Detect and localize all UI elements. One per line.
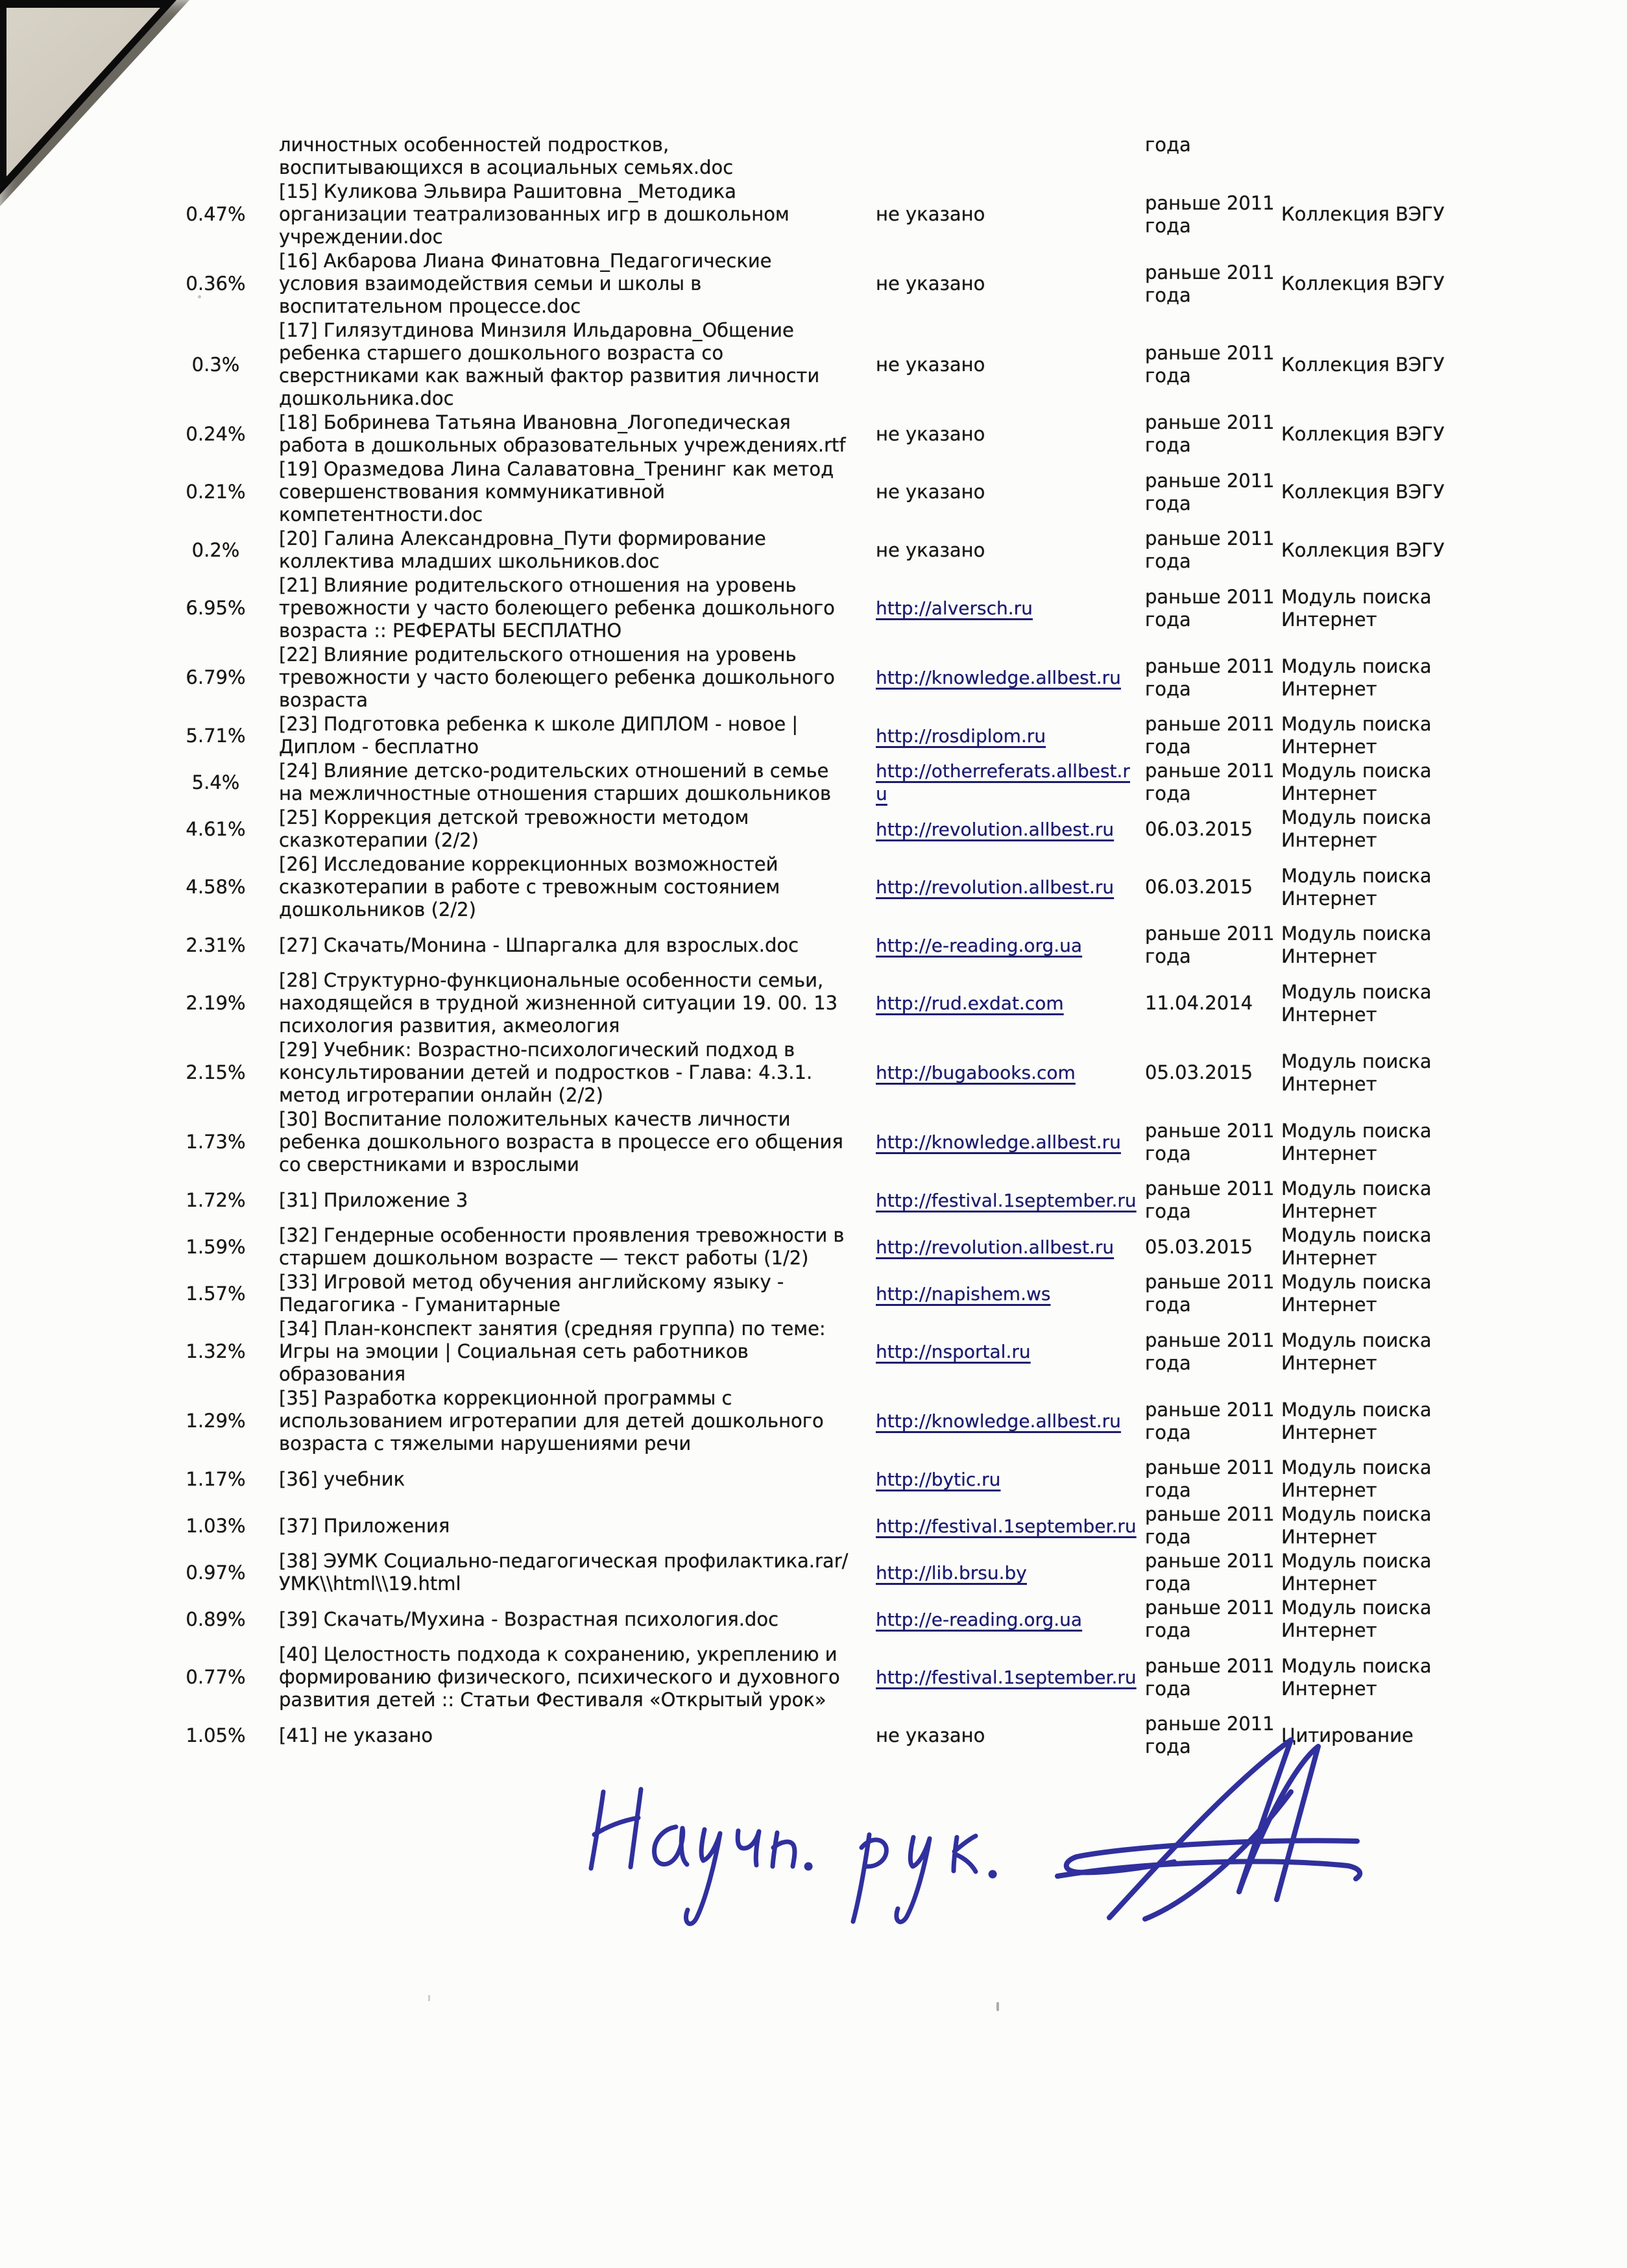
table-row [182,180,1499,248]
match-percent: 5.71% [186,724,246,747]
source-description: [18] Бобринева Татьяна Ивановна_Логопедическая работа в дошкольных образовательных учреждениях.rtf [279,411,846,456]
match-percent: 0.21% [186,481,246,503]
source-date: раньше 2011 года [1145,527,1275,572]
match-percent: 0.36% [186,272,246,295]
source-link[interactable]: http://rosdiplom.ru [876,725,1046,747]
source-link: не указано [876,203,985,225]
match-percent: 1.57% [186,1282,246,1305]
source-date: раньше 2011 года [1145,1550,1275,1595]
source-description: [17] Гилязутдинова Минзиля Ильдаровна_Общение ребенка старшего дошкольного возраста со сверстниками как важный фактор развития личности дошкольника.doc [279,319,820,409]
source-date: раньше 2011 года [1145,585,1275,631]
handwritten-signature [538,1713,1395,1940]
source-type: Модуль поиска Интернет [1281,1224,1432,1269]
table-row [182,319,1499,410]
match-percent: 4.61% [186,817,246,840]
table-row [182,574,1499,642]
source-link[interactable]: http://bugabooks.com [876,1062,1076,1083]
source-link[interactable]: http://knowledge.allbest.ru [876,1131,1121,1153]
source-description: личностных особенностей подростков, воспитывающихся в асоциальных семьях.doc [279,134,734,178]
source-description: [38] ЭУМК Социально-педагогическая профилактика.rar/УМК\\html\\19.html [279,1550,849,1595]
source-type: Модуль поиска Интернет [1281,1503,1432,1548]
match-percent: 1.73% [186,1131,246,1153]
table-row [182,1387,1499,1455]
table-row [182,411,1499,457]
source-date: раньше 2011 года [1145,261,1275,306]
source-date: 05.03.2015 [1145,1235,1253,1258]
source-type: Модуль поиска Интернет [1281,1271,1432,1316]
signature-flourish [1057,1740,1360,1919]
source-date: раньше 2011 года [1145,411,1275,456]
source-description: [24] Влияние детско-родительских отношений в семье на межличностные отношения старших дошкольников [279,760,832,804]
source-date: раньше 2011 года [1145,1654,1275,1700]
match-percent: 1.17% [186,1467,246,1490]
source-link[interactable]: http://e-reading.org.ua [876,934,1083,956]
source-date: раньше 2011 года [1145,342,1275,387]
source-type: Коллекция ВЭГУ [1281,353,1445,376]
source-description: [37] Приложения [279,1514,450,1537]
source-description: [35] Разработка коррекционной программы с использованием игротерапии для детей дошкольного возраста с тяжелыми нарушениями речи [279,1387,824,1454]
table-row [182,713,1499,758]
source-date: раньше 2011 года [1145,1398,1275,1443]
source-link: не указано [876,1724,985,1746]
table-row [182,969,1499,1037]
source-type: Модуль поиска Интернет [1281,923,1432,967]
source-link[interactable]: http://alversch.ru [876,597,1033,619]
table-row [182,1224,1499,1270]
source-date: раньше 2011 года [1145,1119,1275,1164]
source-date: раньше 2011 года [1145,191,1275,237]
match-percent: 1.03% [186,1514,246,1537]
source-type: Модуль поиска Интернет [1281,980,1432,1026]
source-type: Коллекция ВЭГУ [1281,203,1445,225]
table-row [182,527,1499,573]
source-description: [16] Акбарова Лиана Финатовна_Педагогические условия взаимодействия семьи и школы в воспитательном процессе.doc [279,250,772,317]
table-row [182,1271,1499,1316]
source-link[interactable]: http://festival.1september.ru [876,1667,1137,1688]
match-percent: 0.24% [186,422,246,445]
source-description: [33] Игровой метод обучения английскому языку - Педагогика - Гуманитарные [279,1271,784,1316]
source-description: [20] Галина Александровна_Пути формирование коллектива младших школьников.doc [279,527,766,572]
source-description: [26] Исследование коррекционных возможностей сказкотерапии в работе с тревожным состоянием дошкольников (2/2) [279,853,780,921]
source-description: [23] Подготовка ребенка к школе ДИПЛОМ - новое | Диплом - бесплатно [279,713,799,758]
source-type: Модуль поиска Интернет [1281,760,1432,804]
match-percent: 0.3% [191,353,240,376]
source-type: Модуль поиска Интернет [1281,585,1432,631]
source-link[interactable]: http://napishem.ws [876,1283,1051,1305]
source-description: [36] учебник [279,1467,405,1490]
match-percent: 2.19% [186,992,246,1014]
table-row [182,1503,1499,1549]
source-description: [22] Влияние родительского отношения на уровень тревожности у часто болеющего ребенка дошкольного возраста [279,644,835,711]
scan-noise-speck [428,1995,430,2001]
source-link: не указано [876,422,985,445]
table-row [182,1597,1499,1642]
source-link[interactable]: http://otherreferats.allbest.ru [876,760,1130,804]
source-description: [19] Оразмедова Лина Салаватовна_Тренинг как метод совершенствования коммуникативной компетентности.doc [279,458,834,525]
table-row [182,1643,1499,1711]
handwritten-word-ruk [853,1835,994,1922]
source-description: [28] Структурно-функциональные особенности семьи, находящейся в трудной жизненной ситуации 19. 00. 13 психология развития, акмеология [279,969,838,1037]
source-type: Модуль поиска Интернет [1281,655,1432,700]
source-date: 06.03.2015 [1145,876,1253,898]
source-date: раньше 2011 года [1145,1713,1275,1757]
source-date: раньше 2011 года [1145,1271,1275,1316]
match-percent: 0.2% [191,538,240,561]
source-date: 11.04.2014 [1145,992,1253,1014]
source-type: Модуль поиска Интернет [1281,1597,1432,1641]
source-date: 06.03.2015 [1145,817,1253,840]
source-type: Модуль поиска Интернет [1281,1456,1432,1501]
match-percent: 1.05% [186,1724,246,1746]
source-date: раньше 2011 года [1145,1503,1275,1548]
table-row [182,1108,1499,1176]
table-row [182,1550,1499,1595]
source-type: Коллекция ВЭГУ [1281,538,1445,561]
source-type: Модуль поиска Интернет [1281,806,1432,851]
table-row [182,760,1499,805]
sources-table [182,134,1499,1758]
source-link: не указано [876,353,985,376]
handwritten-word-nauchn [591,1789,810,1924]
source-type: Коллекция ВЭГУ [1281,481,1445,503]
table-row [182,458,1499,526]
source-description: [29] Учебник: Возрастно-психологический подход в консультировании детей и подростков - Глава: 4.3.1. метод игротерапии онлайн (2/2) [279,1039,813,1106]
source-date: раньше 2011 года [1145,1456,1275,1501]
source-link: не указано [876,538,985,561]
table-row [182,1039,1499,1107]
source-link[interactable]: http://knowledge.allbest.ru [876,1410,1121,1432]
source-type: Коллекция ВЭГУ [1281,272,1445,295]
source-description: [40] Целостность подхода к сохранению, укреплению и формированию физического, психического и духовного развития детей :: Статьи Фестиваля «Открытый урок» [279,1643,840,1711]
source-type: Модуль поиска Интернет [1281,864,1432,910]
source-date: раньше 2011 года [1145,469,1275,514]
source-type: Модуль поиска Интернет [1281,1654,1432,1700]
source-date: 05.03.2015 [1145,1061,1253,1083]
source-link[interactable]: http://knowledge.allbest.ru [876,667,1121,688]
source-type: Модуль поиска Интернет [1281,1050,1432,1095]
source-date: раньше 2011 года [1145,655,1275,700]
source-link: не указано [876,481,985,503]
match-percent: 0.89% [186,1608,246,1630]
source-description: [34] План-конспект занятия (средняя группа) по теме: Игры на эмоции | Социальная сеть работников образования [279,1318,826,1385]
source-type: Модуль поиска Интернет [1281,713,1432,758]
match-percent: 0.47% [186,203,246,225]
source-type: Модуль поиска Интернет [1281,1329,1432,1374]
table-row [182,250,1499,318]
table-row [182,1177,1499,1223]
source-date: года [1145,134,1191,156]
match-percent: 1.59% [186,1235,246,1258]
match-percent: 1.32% [186,1340,246,1362]
source-description: [31] Приложение 3 [279,1188,468,1211]
source-description: [39] Скачать/Мухина - Возрастная психология.doc [279,1608,779,1630]
source-link[interactable]: http://rud.exdat.com [876,993,1064,1014]
source-description: [27] Скачать/Монина - Шпаргалка для взрослых.doc [279,934,799,956]
source-type: Цитирование [1281,1724,1414,1746]
table-row [182,1318,1499,1386]
source-link[interactable]: http://bytic.ru [876,1468,1001,1490]
source-link: не указано [876,272,985,295]
match-percent: 2.15% [186,1061,246,1083]
source-link[interactable]: http://revolution.allbest.ru [876,818,1115,840]
source-type: Коллекция ВЭГУ [1281,422,1445,445]
match-percent: 2.31% [186,934,246,956]
source-date: раньше 2011 года [1145,713,1275,758]
table-row [182,1456,1499,1502]
source-date: раньше 2011 года [1145,1329,1275,1374]
scan-noise-speck [996,2002,999,2011]
source-type: Модуль поиска Интернет [1281,1119,1432,1164]
match-percent: 4.58% [186,876,246,898]
source-link[interactable]: http://lib.brsu.by [876,1562,1027,1584]
source-link[interactable]: http://nsportal.ru [876,1341,1031,1362]
source-date: раньше 2011 года [1145,923,1275,967]
source-date: раньше 2011 года [1145,760,1275,804]
table-row [182,134,1499,179]
source-description: [30] Воспитание положительных качеств личности ребенка дошкольного возраста в процессе его общения со сверстниками и взрослыми [279,1108,843,1176]
source-link[interactable]: http://e-reading.org.ua [876,1608,1083,1630]
match-percent: 0.97% [186,1561,246,1584]
source-type: Модуль поиска Интернет [1281,1177,1432,1222]
source-date: раньше 2011 года [1145,1597,1275,1641]
match-percent: 5.4% [191,771,240,793]
signature-block [538,1713,1395,1940]
source-type: Модуль поиска Интернет [1281,1398,1432,1443]
source-description: [25] Коррекция детской тревожности методом сказкотерапии (2/2) [279,806,749,851]
table-row [182,806,1499,852]
source-description: [21] Влияние родительского отношения на уровень тревожности у часто болеющего ребенка дошкольного возраста :: РЕФЕРАТЫ БЕСПЛАТНО [279,574,835,642]
match-percent: 6.79% [186,666,246,688]
source-description: [41] не указано [279,1724,433,1746]
table-row [182,923,1499,968]
match-percent: 1.29% [186,1410,246,1432]
source-link[interactable]: http://revolution.allbest.ru [876,876,1115,898]
source-description: [32] Гендерные особенности проявления тревожности в старшем дошкольном возрасте — текст работы (1/2) [279,1224,845,1269]
source-description: [15] Куликова Эльвира Рашитовна _Методика организации театрализованных игр в дошкольном учреждении.doc [279,180,789,248]
table-row [182,853,1499,921]
match-percent: 6.95% [186,597,246,619]
source-link[interactable]: http://festival.1september.ru [876,1515,1137,1537]
match-percent: 1.72% [186,1188,246,1211]
source-date: раньше 2011 года [1145,1177,1275,1222]
source-link[interactable]: http://revolution.allbest.ru [876,1236,1115,1258]
table-row [182,644,1499,712]
match-percent: 0.77% [186,1666,246,1688]
source-type: Модуль поиска Интернет [1281,1550,1432,1595]
source-link[interactable]: http://festival.1september.ru [876,1189,1137,1211]
